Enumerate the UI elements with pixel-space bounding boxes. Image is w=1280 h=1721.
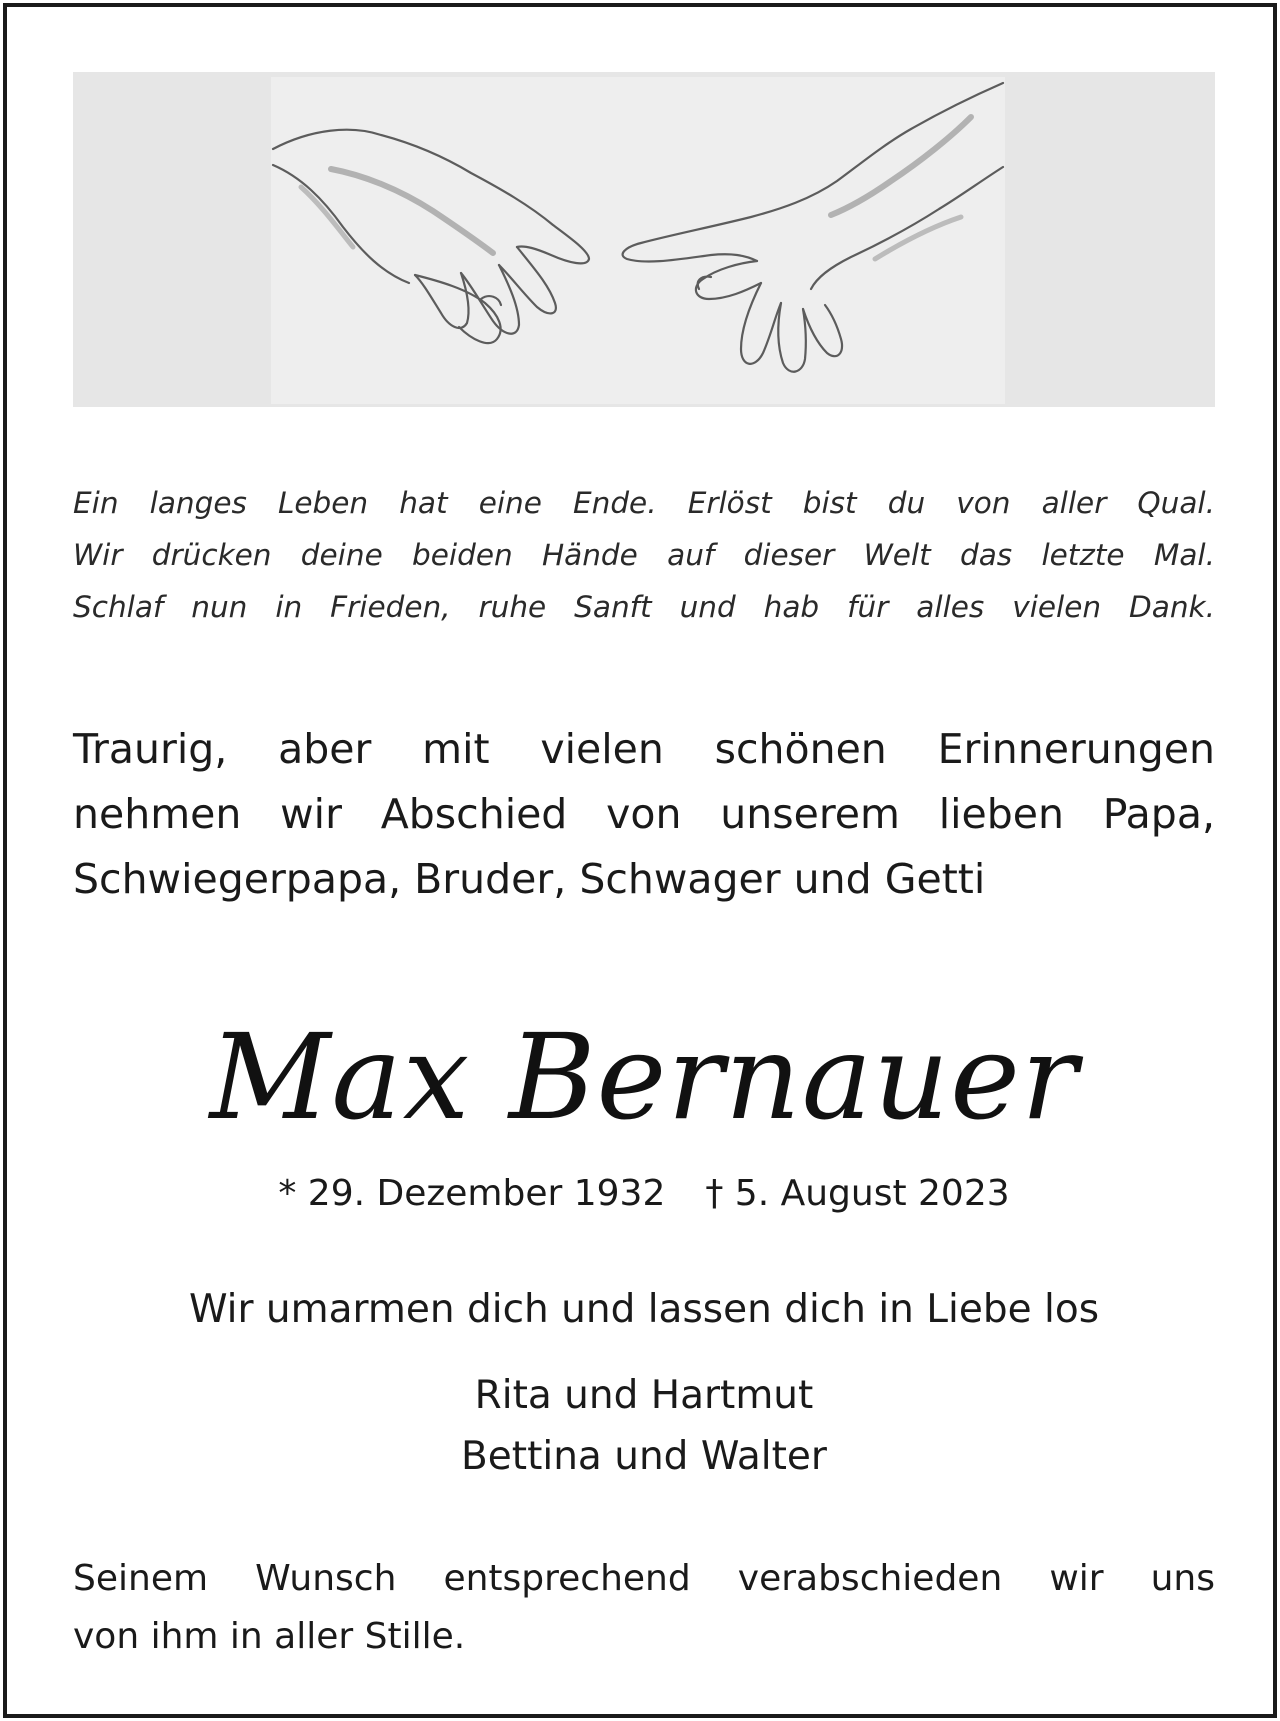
deceased-name: Max Bernauer xyxy=(209,1008,1079,1146)
verse-line: Schlaf nun in Frieden, ruhe Sanft und hab für alles vielen Dank. xyxy=(73,590,1215,624)
intro-text xyxy=(73,717,1215,912)
hands-touching-icon xyxy=(271,77,1005,404)
closing-text xyxy=(73,1550,1215,1666)
verse xyxy=(73,477,1215,633)
mourners xyxy=(73,1365,1215,1487)
mourner-line: Rita und Hartmut xyxy=(474,1373,814,1418)
intro-line: Traurig, aber mit vielen schönen Erinnerungen xyxy=(73,725,1215,773)
banner-image xyxy=(73,72,1215,407)
intro-line: nehmen wir Abschied von unserem lieben Papa, xyxy=(73,790,1215,838)
closing-line: Seinem Wunsch entsprechend verabschieden wir uns xyxy=(73,1558,1215,1599)
obituary-notice xyxy=(3,3,1277,1718)
death-date: † 5. August 2023 xyxy=(705,1173,1010,1214)
life-dates xyxy=(73,1169,1215,1219)
verse-line: Wir drücken deine beiden Hände auf dieser Welt das letzte Mal. xyxy=(73,538,1215,572)
verse-line: Ein langes Leben hat eine Ende. Erlöst bist du von aller Qual. xyxy=(73,486,1215,520)
closing-line: von ihm in aller Stille. xyxy=(73,1616,466,1657)
mourner-line: Bettina und Walter xyxy=(461,1434,827,1479)
intro-line: Schwiegerpapa, Bruder, Schwager und Getti xyxy=(73,855,986,903)
farewell-line: Wir umarmen dich und lassen dich in Liebe los xyxy=(188,1287,1100,1332)
birth-date: * 29. Dezember 1932 xyxy=(278,1173,666,1214)
hands-illustration xyxy=(271,77,1005,404)
